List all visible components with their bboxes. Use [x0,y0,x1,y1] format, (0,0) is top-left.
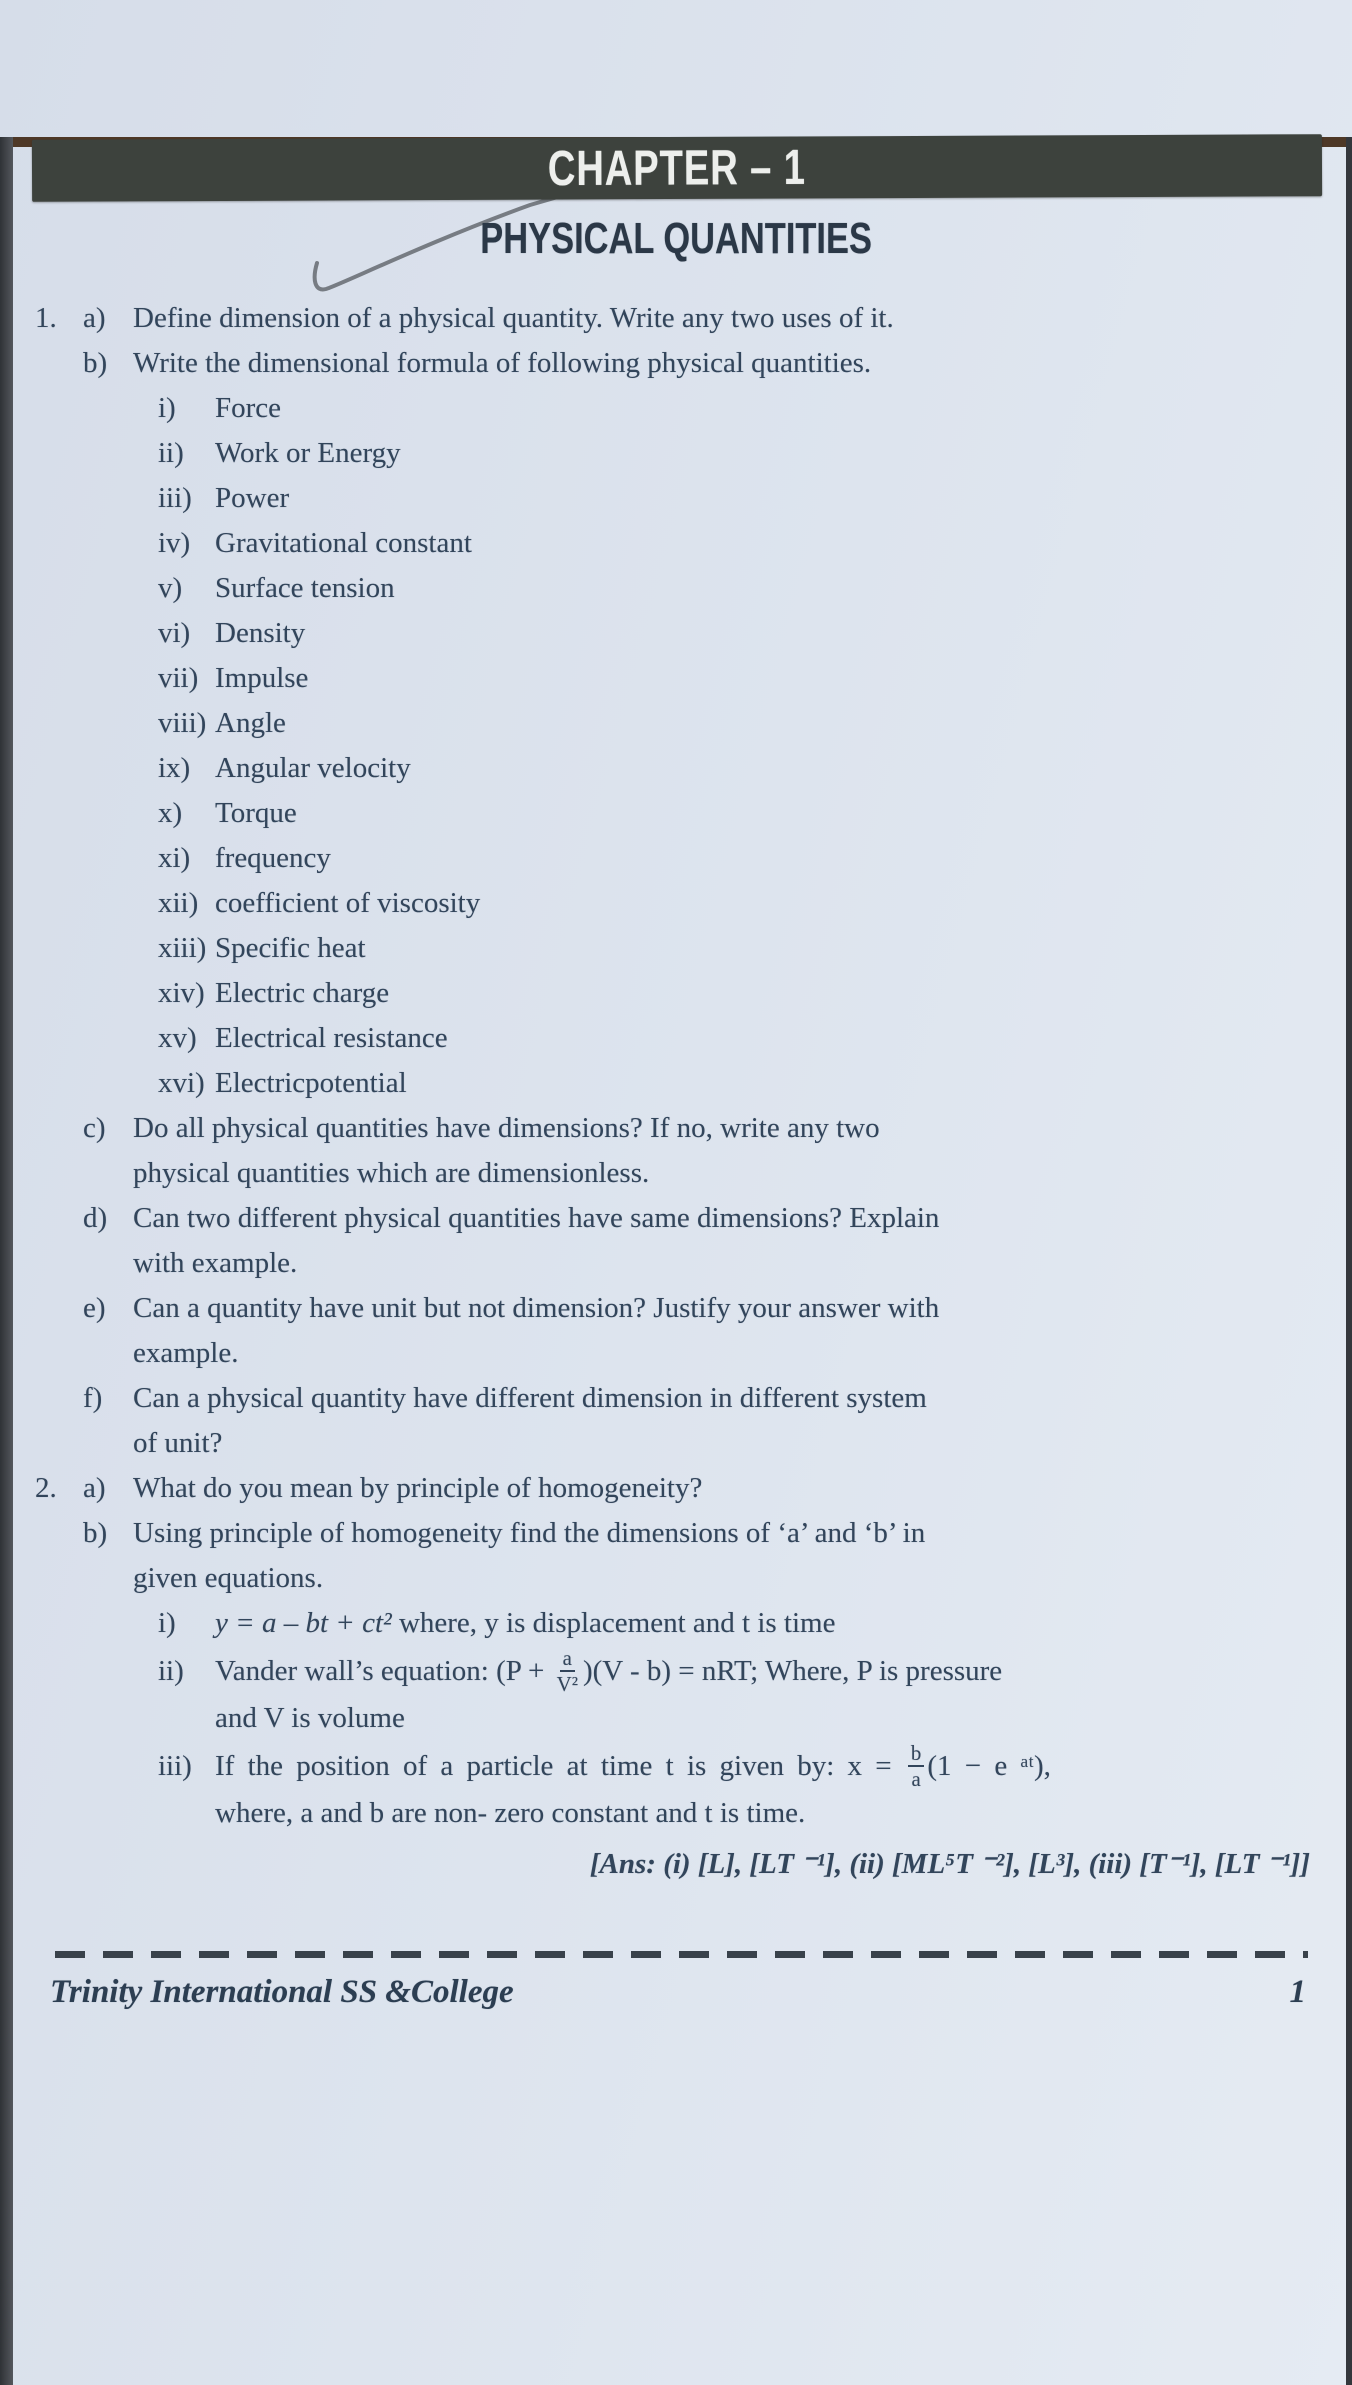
list-item [0,566,1352,611]
item-text: frequency [215,842,331,874]
part-text: Define dimension of a physical quantity. Write any two uses of it. [133,302,894,334]
item-label: ii) [158,437,184,469]
part-text-line: Can a physical quantity have different dimension in different system [133,1382,927,1414]
page-footer [50,1974,1306,2011]
item-text: Angle [215,707,286,739]
page-number: 1 [1289,1974,1306,2010]
item-label: ii) [158,1654,184,1687]
list-item [0,431,1352,476]
part-text: What do you mean by principle of homogeneity? [133,1472,703,1504]
part-text-line: example. [133,1337,239,1369]
part-label: f) [83,1382,103,1414]
item-label: xii) [158,887,199,919]
list-item [0,1061,1352,1106]
question-row [0,1106,1352,1196]
chapter-banner-text: CHAPTER – 1 [547,138,807,197]
part-text: Write the dimensional formula of following physical quantities. [133,347,872,379]
item-label: vi) [158,617,191,649]
question-row [0,296,1352,341]
part-text-line: Using principle of homogeneity find the dimensions of ‘a’ and ‘b’ in [133,1517,926,1549]
item-label: x) [158,797,183,829]
book-spine-edge [0,137,13,2385]
list-item [0,791,1352,836]
part-label: a) [83,302,106,334]
equation: Vander wall’s equation: (P + [215,1654,552,1687]
list-item [0,1016,1352,1061]
chapter-banner [32,134,1322,202]
equation: )(V - b) = nRT; Where, P is pressure [582,1654,1003,1687]
questions-body [0,296,1352,1887]
part-text-line: Can a quantity have unit but not dimension? Justify your answer with [133,1292,940,1324]
question-number: 1. [35,302,57,334]
dashed-divider [55,1951,1308,1958]
fraction-denominator: a [911,1767,921,1791]
item-text: Power [215,482,290,514]
equation-row [0,1741,1352,1836]
list-item [0,926,1352,971]
equation: (1 − e ᵃᵗ), [927,1749,1051,1782]
item-label: xvi) [158,1067,205,1099]
part-label: b) [83,1517,108,1549]
list-item [0,971,1352,1016]
fraction-denominator: V² [556,1672,578,1696]
fraction-numerator: b [908,1741,924,1767]
page-edge-right [1346,137,1352,2385]
item-label: i) [158,392,176,424]
item-text: Torque [215,797,297,829]
item-text: Impulse [215,662,309,694]
part-text-line: given equations. [133,1562,324,1594]
answer-line: [Ans: (i) [L], [LT ⁻¹], (ii) [ML⁵T ⁻²], [L³], (iii) [T⁻¹], [LT ⁻¹]] [589,1848,1310,1880]
item-label: iv) [158,527,191,559]
equation-row [0,1601,1352,1646]
part-label: d) [83,1202,108,1234]
item-text: coefficient of viscosity [215,887,481,919]
equation-note: and V is volume [215,1702,405,1734]
item-label: xv) [158,1022,197,1054]
scanned-book-photo [0,137,1352,2385]
list-item [0,521,1352,566]
question-number: 2. [35,1472,57,1504]
question-row [0,1376,1352,1466]
list-item [0,386,1352,431]
item-text: Specific heat [215,932,366,964]
item-text: Electric charge [215,977,390,1009]
item-label: iii) [158,1749,192,1782]
list-item [0,746,1352,791]
list-item [0,611,1352,656]
item-label: v) [158,572,183,604]
list-item [0,476,1352,521]
fraction [908,1741,924,1791]
item-text: Work or Energy [215,437,401,469]
equation: If the position of a particle at time t is given by: x = [215,1749,905,1782]
question-row [0,1286,1352,1376]
item-text: Surface tension [215,572,395,604]
item-label: xiv) [158,977,205,1009]
item-text: Gravitational constant [215,527,472,559]
part-text-line: Can two different physical quantities have same dimensions? Explain [133,1202,940,1234]
fraction-numerator: a [560,1646,575,1672]
list-item [0,836,1352,881]
list-item [0,656,1352,701]
question-row [0,341,1352,386]
item-text: Electrical resistance [215,1022,448,1054]
chapter-title-wrap [0,215,1352,262]
school-name: Trinity International SS &College [50,1974,514,2010]
equation-row [0,1646,1352,1741]
fraction [555,1646,580,1696]
part-text-line: Do all physical quantities have dimensions? If no, write any two [133,1112,880,1144]
item-text: Electricpotential [215,1067,407,1099]
part-label: a) [83,1472,106,1504]
item-label: ix) [158,752,191,784]
part-label: b) [83,347,108,379]
item-text: Force [215,392,282,424]
list-item [0,881,1352,926]
item-text: Density [215,617,306,649]
equation-note: where, y is displacement and t is time [391,1607,836,1639]
part-label: c) [83,1112,106,1144]
equation-note: where, a and b are non- zero constant and t is time. [215,1797,806,1829]
item-label: xi) [158,842,191,874]
item-label: viii) [158,707,207,739]
chapter-title: PHYSICAL QUANTITIES [480,213,872,263]
list-item [0,701,1352,746]
question-row [0,1466,1352,1511]
part-text-line: with example. [133,1247,298,1279]
part-text-line: physical quantities which are dimensionless. [133,1157,650,1189]
part-label: e) [83,1292,106,1324]
question-row [0,1196,1352,1286]
equation: y = a – bt + ct² [215,1607,392,1639]
item-label: i) [158,1607,176,1639]
question-row [0,1511,1352,1601]
item-label: xiii) [158,932,207,964]
item-text: Angular velocity [215,752,411,784]
item-label: iii) [158,482,192,514]
item-label: vii) [158,662,199,694]
part-text-line: of unit? [133,1427,223,1459]
